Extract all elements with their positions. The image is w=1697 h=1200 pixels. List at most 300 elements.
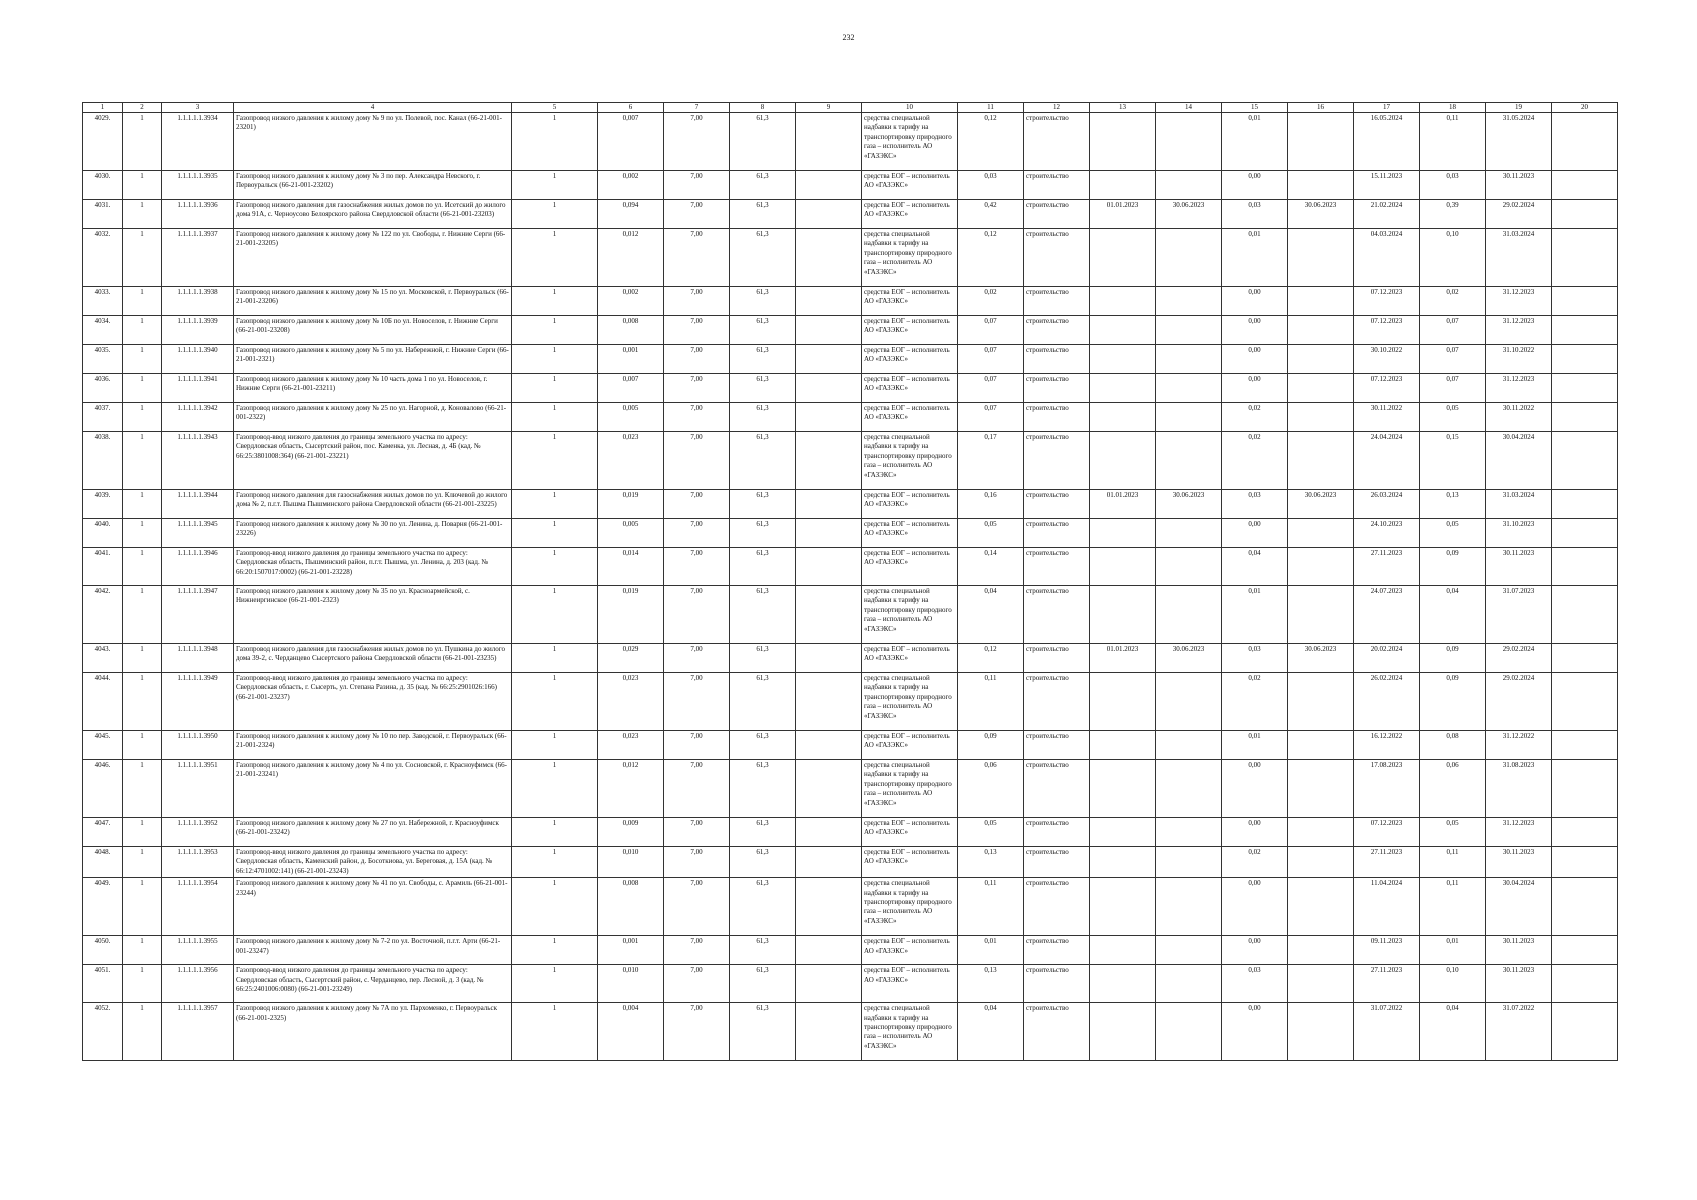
table-row (83, 229, 1618, 287)
column-header-6: 6 (598, 103, 664, 113)
cell-col-18: 0,02 (1420, 287, 1486, 316)
cell-col-11: 0,13 (958, 965, 1024, 1003)
cell-col-16 (1288, 818, 1354, 847)
cell-col-8: 61,3 (730, 229, 796, 287)
cell-col-8: 61,3 (730, 644, 796, 673)
cell-col-19: 31.10.2022 (1486, 345, 1552, 374)
cell-col-9 (796, 200, 862, 229)
cell-col-19: 31.07.2022 (1486, 1003, 1552, 1061)
cell-work-type: строительство (1024, 403, 1090, 432)
cell-object-code: 1.1.1.1.1.3944 (162, 490, 234, 519)
cell-col-17: 04.03.2024 (1354, 229, 1420, 287)
cell-work-type: строительство (1024, 287, 1090, 316)
cell-work-type: строительство (1024, 432, 1090, 490)
cell-object-name: Газопровод низкого давления к жилому дому № 27 по ул. Набережной, г. Красноуфимск (66-21-001-23242) (234, 818, 512, 847)
cell-object-code: 1.1.1.1.1.3947 (162, 586, 234, 644)
cell-col-19: 30.11.2023 (1486, 936, 1552, 965)
cell-col-15: 0,01 (1222, 113, 1288, 171)
table-row (83, 200, 1618, 229)
cell-col-19: 30.04.2024 (1486, 432, 1552, 490)
cell-col-14 (1156, 548, 1222, 586)
cell-col-19: 29.02.2024 (1486, 644, 1552, 673)
cell-col-6: 0,004 (598, 1003, 664, 1061)
cell-col-2: 1 (123, 818, 162, 847)
cell-col-5: 1 (512, 171, 598, 200)
cell-col-13 (1090, 374, 1156, 403)
cell-col-8: 61,3 (730, 200, 796, 229)
cell-col-19: 31.03.2024 (1486, 490, 1552, 519)
cell-col-11: 0,03 (958, 171, 1024, 200)
cell-col-8: 61,3 (730, 965, 796, 1003)
cell-col-6: 0,001 (598, 345, 664, 374)
cell-col-2: 1 (123, 113, 162, 171)
cell-col-9 (796, 644, 862, 673)
cell-col-2: 1 (123, 490, 162, 519)
table-row (83, 936, 1618, 965)
cell-col-8: 61,3 (730, 936, 796, 965)
cell-col-13 (1090, 519, 1156, 548)
cell-col-19: 30.11.2023 (1486, 847, 1552, 878)
column-header-8: 8 (730, 103, 796, 113)
cell-object-code: 1.1.1.1.1.3954 (162, 878, 234, 936)
cell-col-17: 26.02.2024 (1354, 673, 1420, 731)
cell-col-16 (1288, 432, 1354, 490)
cell-col-7: 7,00 (664, 113, 730, 171)
table-row (83, 760, 1618, 818)
cell-col-9 (796, 316, 862, 345)
cell-col-5: 1 (512, 403, 598, 432)
cell-row-number: 4040. (83, 519, 123, 548)
cell-col-7: 7,00 (664, 345, 730, 374)
cell-col-15: 0,00 (1222, 936, 1288, 965)
cell-col-15: 0,03 (1222, 490, 1288, 519)
column-header-9: 9 (796, 103, 862, 113)
cell-col-5: 1 (512, 432, 598, 490)
cell-col-16 (1288, 847, 1354, 878)
cell-col-5: 1 (512, 113, 598, 171)
table-row (83, 345, 1618, 374)
cell-col-15: 0,00 (1222, 374, 1288, 403)
cell-object-name: Газопровод низкого давления для газоснабжения жилых домов по ул. Ключевой до жилого дома № 2, п.г.т. Пышма Пышминского района Свердловской области (66-21-001-23225) (234, 490, 512, 519)
cell-col-6: 0,008 (598, 316, 664, 345)
cell-work-type: строительство (1024, 519, 1090, 548)
cell-col-5: 1 (512, 374, 598, 403)
cell-work-type: строительство (1024, 113, 1090, 171)
cell-col-16 (1288, 519, 1354, 548)
cell-funding-source: средства ЕОГ – исполнитель АО «ГАЗЭКС» (862, 403, 958, 432)
table-row (83, 316, 1618, 345)
cell-col-16 (1288, 760, 1354, 818)
cell-object-code: 1.1.1.1.1.3957 (162, 1003, 234, 1061)
cell-work-type: строительство (1024, 171, 1090, 200)
cell-col-14 (1156, 878, 1222, 936)
cell-col-11: 0,07 (958, 403, 1024, 432)
cell-col-14 (1156, 229, 1222, 287)
cell-row-number: 4043. (83, 644, 123, 673)
cell-col-8: 61,3 (730, 113, 796, 171)
cell-col-20 (1552, 760, 1618, 818)
cell-col-6: 0,002 (598, 287, 664, 316)
cell-col-11: 0,07 (958, 316, 1024, 345)
cell-col-6: 0,010 (598, 965, 664, 1003)
cell-col-9 (796, 403, 862, 432)
table-row (83, 548, 1618, 586)
cell-col-2: 1 (123, 200, 162, 229)
cell-col-8: 61,3 (730, 171, 796, 200)
column-header-17: 17 (1354, 103, 1420, 113)
cell-col-14 (1156, 936, 1222, 965)
cell-col-5: 1 (512, 316, 598, 345)
cell-object-code: 1.1.1.1.1.3951 (162, 760, 234, 818)
cell-col-9 (796, 519, 862, 548)
cell-col-7: 7,00 (664, 171, 730, 200)
cell-col-16 (1288, 287, 1354, 316)
cell-col-7: 7,00 (664, 760, 730, 818)
cell-col-2: 1 (123, 965, 162, 1003)
cell-col-11: 0,07 (958, 345, 1024, 374)
column-header-13: 13 (1090, 103, 1156, 113)
cell-object-name: Газопровод низкого давления к жилому дому № 4 по ул. Сосновской, г. Красноуфимск (66-21-001-23241) (234, 760, 512, 818)
cell-funding-source: средства ЕОГ – исполнитель АО «ГАЗЭКС» (862, 847, 958, 878)
cell-work-type: строительство (1024, 731, 1090, 760)
cell-col-13 (1090, 586, 1156, 644)
cell-work-type: строительство (1024, 965, 1090, 1003)
cell-object-name: Газопровод низкого давления к жилому дому № 3 по пер. Александра Невского, г. Первоуральск (66-21-001-23202) (234, 171, 512, 200)
cell-col-9 (796, 490, 862, 519)
cell-col-7: 7,00 (664, 519, 730, 548)
cell-col-16 (1288, 229, 1354, 287)
column-header-3: 3 (162, 103, 234, 113)
cell-col-2: 1 (123, 316, 162, 345)
cell-col-17: 07.12.2023 (1354, 287, 1420, 316)
cell-col-2: 1 (123, 878, 162, 936)
cell-col-15: 0,01 (1222, 229, 1288, 287)
cell-col-17: 24.07.2023 (1354, 586, 1420, 644)
cell-col-11: 0,05 (958, 519, 1024, 548)
cell-col-7: 7,00 (664, 316, 730, 345)
cell-work-type: строительство (1024, 374, 1090, 403)
cell-col-15: 0,00 (1222, 760, 1288, 818)
table-row (83, 519, 1618, 548)
cell-funding-source: средства специальной надбавки к тарифу на транспортировку природного газа – исполнитель АО «ГАЗЭКС» (862, 760, 958, 818)
cell-col-16 (1288, 345, 1354, 374)
column-header-15: 15 (1222, 103, 1288, 113)
cell-col-7: 7,00 (664, 548, 730, 586)
cell-object-name: Газопровод низкого давления к жилому дому № 7А по ул. Пархоменко, г. Первоуральск (66-21-001-2325) (234, 1003, 512, 1061)
cell-col-20 (1552, 847, 1618, 878)
cell-col-19: 29.02.2024 (1486, 200, 1552, 229)
cell-work-type: строительство (1024, 847, 1090, 878)
cell-col-17: 30.11.2022 (1354, 403, 1420, 432)
column-header-1: 1 (83, 103, 123, 113)
cell-col-14 (1156, 316, 1222, 345)
cell-col-9 (796, 113, 862, 171)
cell-col-19: 31.03.2024 (1486, 229, 1552, 287)
cell-row-number: 4041. (83, 548, 123, 586)
cell-row-number: 4036. (83, 374, 123, 403)
cell-col-13 (1090, 171, 1156, 200)
cell-object-code: 1.1.1.1.1.3940 (162, 345, 234, 374)
cell-col-16 (1288, 403, 1354, 432)
cell-col-14 (1156, 345, 1222, 374)
cell-object-name: Газопровод низкого давления к жилому дому № 5 по ул. Набережной, г. Нижние Серги (66-21-001-2321) (234, 345, 512, 374)
cell-work-type: строительство (1024, 316, 1090, 345)
cell-funding-source: средства специальной надбавки к тарифу на транспортировку природного газа – исполнитель АО «ГАЗЭКС» (862, 229, 958, 287)
cell-col-14 (1156, 432, 1222, 490)
cell-row-number: 4049. (83, 878, 123, 936)
cell-col-8: 61,3 (730, 586, 796, 644)
cell-col-9 (796, 548, 862, 586)
cell-col-2: 1 (123, 1003, 162, 1061)
cell-col-5: 1 (512, 548, 598, 586)
cell-row-number: 4045. (83, 731, 123, 760)
cell-col-8: 61,3 (730, 316, 796, 345)
cell-object-code: 1.1.1.1.1.3935 (162, 171, 234, 200)
cell-col-19: 31.12.2023 (1486, 374, 1552, 403)
cell-col-20 (1552, 490, 1618, 519)
cell-object-name: Газопровод-ввод низкого давления до границы земельного участка по адресу: Свердловская область, Сысертский район, пос. Каменка, ул. Лесная, д. 4Б (кад. № 66:25:3801008:364) (66-21-001-23221) (234, 432, 512, 490)
cell-col-6: 0,002 (598, 171, 664, 200)
cell-row-number: 4050. (83, 936, 123, 965)
cell-col-19: 31.12.2023 (1486, 316, 1552, 345)
cell-col-18: 0,07 (1420, 316, 1486, 345)
cell-col-16: 30.06.2023 (1288, 644, 1354, 673)
cell-col-20 (1552, 345, 1618, 374)
cell-col-13 (1090, 1003, 1156, 1061)
table-row (83, 403, 1618, 432)
cell-col-17: 07.12.2023 (1354, 374, 1420, 403)
cell-object-name: Газопровод низкого давления для газоснабжения жилых домов по ул. Исетский до жилого дома 91А, с. Черноусово Белоярского района Свердловской области (66-21-001-23203) (234, 200, 512, 229)
cell-col-9 (796, 847, 862, 878)
cell-funding-source: средства специальной надбавки к тарифу на транспортировку природного газа – исполнитель АО «ГАЗЭКС» (862, 673, 958, 731)
cell-col-15: 0,04 (1222, 548, 1288, 586)
table-row (83, 847, 1618, 878)
cell-col-14 (1156, 113, 1222, 171)
cell-col-8: 61,3 (730, 432, 796, 490)
cell-col-7: 7,00 (664, 200, 730, 229)
cell-col-16: 30.06.2023 (1288, 200, 1354, 229)
cell-object-code: 1.1.1.1.1.3950 (162, 731, 234, 760)
data-table (82, 102, 1618, 1061)
cell-row-number: 4052. (83, 1003, 123, 1061)
column-header-2: 2 (123, 103, 162, 113)
cell-col-14 (1156, 403, 1222, 432)
cell-object-code: 1.1.1.1.1.3948 (162, 644, 234, 673)
cell-col-11: 0,12 (958, 229, 1024, 287)
table-row (83, 731, 1618, 760)
column-header-7: 7 (664, 103, 730, 113)
cell-col-6: 0,009 (598, 818, 664, 847)
cell-col-13 (1090, 847, 1156, 878)
table-row (83, 113, 1618, 171)
cell-col-20 (1552, 287, 1618, 316)
header-row (83, 103, 1618, 113)
cell-row-number: 4035. (83, 345, 123, 374)
cell-col-13 (1090, 345, 1156, 374)
cell-col-9 (796, 586, 862, 644)
cell-col-2: 1 (123, 171, 162, 200)
table-row (83, 1003, 1618, 1061)
cell-col-19: 30.11.2023 (1486, 965, 1552, 1003)
cell-col-9 (796, 936, 862, 965)
cell-col-2: 1 (123, 847, 162, 878)
cell-col-6: 0,007 (598, 113, 664, 171)
cell-col-20 (1552, 818, 1618, 847)
cell-col-15: 0,02 (1222, 403, 1288, 432)
cell-col-8: 61,3 (730, 345, 796, 374)
cell-col-7: 7,00 (664, 374, 730, 403)
cell-col-13: 01.01.2023 (1090, 200, 1156, 229)
cell-row-number: 4039. (83, 490, 123, 519)
table-row (83, 490, 1618, 519)
cell-col-9 (796, 171, 862, 200)
cell-row-number: 4051. (83, 965, 123, 1003)
cell-col-18: 0,04 (1420, 1003, 1486, 1061)
cell-col-17: 16.12.2022 (1354, 731, 1420, 760)
cell-col-14 (1156, 1003, 1222, 1061)
cell-col-5: 1 (512, 345, 598, 374)
cell-col-13 (1090, 965, 1156, 1003)
cell-col-5: 1 (512, 1003, 598, 1061)
cell-col-2: 1 (123, 229, 162, 287)
cell-row-number: 4038. (83, 432, 123, 490)
cell-col-13 (1090, 936, 1156, 965)
cell-col-8: 61,3 (730, 519, 796, 548)
cell-object-name: Газопровод низкого давления к жилому дому № 10Б по ул. Новоселов, г. Нижние Серги (66-21-001-23208) (234, 316, 512, 345)
cell-row-number: 4031. (83, 200, 123, 229)
cell-col-8: 61,3 (730, 403, 796, 432)
cell-col-7: 7,00 (664, 847, 730, 878)
cell-funding-source: средства специальной надбавки к тарифу на транспортировку природного газа – исполнитель АО «ГАЗЭКС» (862, 878, 958, 936)
cell-object-code: 1.1.1.1.1.3942 (162, 403, 234, 432)
cell-col-18: 0,05 (1420, 818, 1486, 847)
cell-col-18: 0,05 (1420, 519, 1486, 548)
cell-col-16 (1288, 171, 1354, 200)
cell-row-number: 4033. (83, 287, 123, 316)
column-header-4: 4 (234, 103, 512, 113)
cell-col-17: 20.02.2024 (1354, 644, 1420, 673)
cell-col-18: 0,09 (1420, 644, 1486, 673)
cell-object-name: Газопровод низкого давления к жилому дому № 35 по ул. Красноармейской, с. Нижнеиргинское (66-21-001-2323) (234, 586, 512, 644)
cell-col-19: 31.08.2023 (1486, 760, 1552, 818)
cell-col-7: 7,00 (664, 490, 730, 519)
cell-col-2: 1 (123, 673, 162, 731)
cell-object-name: Газопровод-ввод низкого давления до границы земельного участка по адресу: Свердловская область, Сысертский район, с. Черданцево, пер. Лесной, д. 3 (кад. № 66:25:2401006:0080) (66-21-001-23249) (234, 965, 512, 1003)
cell-work-type: строительство (1024, 644, 1090, 673)
cell-object-code: 1.1.1.1.1.3953 (162, 847, 234, 878)
cell-col-17: 11.04.2024 (1354, 878, 1420, 936)
cell-object-name: Газопровод низкого давления к жилому дому № 15 по ул. Московской, г. Первоуральск (66-21-001-23206) (234, 287, 512, 316)
cell-col-18: 0,11 (1420, 847, 1486, 878)
cell-object-name: Газопровод низкого давления к жилому дому № 41 по ул. Свободы, с. Арамиль (66-21-001-23244) (234, 878, 512, 936)
cell-col-5: 1 (512, 586, 598, 644)
cell-col-20 (1552, 432, 1618, 490)
table-row (83, 818, 1618, 847)
cell-col-6: 0,023 (598, 673, 664, 731)
cell-col-11: 0,11 (958, 673, 1024, 731)
cell-work-type: строительство (1024, 673, 1090, 731)
cell-col-11: 0,16 (958, 490, 1024, 519)
cell-col-6: 0,023 (598, 432, 664, 490)
cell-col-14: 30.06.2023 (1156, 200, 1222, 229)
cell-col-19: 30.04.2024 (1486, 878, 1552, 936)
cell-object-name: Газопровод-ввод низкого давления до границы земельного участка по адресу: Свердловская область, г. Сысерть, ул. Степана Разина, д. 35 (кад. № 66:25:2901026:166) (66-21-001-23237) (234, 673, 512, 731)
cell-col-13 (1090, 548, 1156, 586)
cell-row-number: 4029. (83, 113, 123, 171)
cell-col-13 (1090, 818, 1156, 847)
cell-col-2: 1 (123, 936, 162, 965)
cell-funding-source: средства ЕОГ – исполнитель АО «ГАЗЭКС» (862, 171, 958, 200)
column-header-18: 18 (1420, 103, 1486, 113)
cell-col-14 (1156, 586, 1222, 644)
cell-col-11: 0,02 (958, 287, 1024, 316)
cell-col-2: 1 (123, 644, 162, 673)
cell-col-14 (1156, 673, 1222, 731)
cell-col-7: 7,00 (664, 1003, 730, 1061)
cell-col-17: 21.02.2024 (1354, 200, 1420, 229)
cell-col-6: 0,012 (598, 229, 664, 287)
column-header-11: 11 (958, 103, 1024, 113)
cell-funding-source: средства ЕОГ – исполнитель АО «ГАЗЭКС» (862, 818, 958, 847)
cell-col-16 (1288, 731, 1354, 760)
cell-work-type: строительство (1024, 345, 1090, 374)
cell-col-5: 1 (512, 760, 598, 818)
cell-col-19: 31.12.2023 (1486, 287, 1552, 316)
cell-col-15: 0,00 (1222, 316, 1288, 345)
cell-work-type: строительство (1024, 760, 1090, 818)
cell-col-2: 1 (123, 731, 162, 760)
cell-col-7: 7,00 (664, 229, 730, 287)
cell-col-14 (1156, 818, 1222, 847)
cell-col-13 (1090, 287, 1156, 316)
cell-col-18: 0,03 (1420, 171, 1486, 200)
cell-col-17: 30.10.2022 (1354, 345, 1420, 374)
cell-row-number: 4046. (83, 760, 123, 818)
cell-col-15: 0,01 (1222, 586, 1288, 644)
cell-object-code: 1.1.1.1.1.3937 (162, 229, 234, 287)
cell-col-13 (1090, 316, 1156, 345)
cell-col-18: 0,04 (1420, 586, 1486, 644)
cell-col-5: 1 (512, 644, 598, 673)
cell-col-11: 0,17 (958, 432, 1024, 490)
cell-col-18: 0,07 (1420, 345, 1486, 374)
cell-work-type: строительство (1024, 548, 1090, 586)
cell-col-20 (1552, 644, 1618, 673)
cell-col-5: 1 (512, 731, 598, 760)
cell-col-8: 61,3 (730, 731, 796, 760)
column-header-10: 10 (862, 103, 958, 113)
cell-col-20 (1552, 403, 1618, 432)
cell-col-9 (796, 818, 862, 847)
cell-col-20 (1552, 878, 1618, 936)
cell-object-code: 1.1.1.1.1.3934 (162, 113, 234, 171)
cell-col-18: 0,11 (1420, 878, 1486, 936)
cell-row-number: 4030. (83, 171, 123, 200)
cell-object-code: 1.1.1.1.1.3955 (162, 936, 234, 965)
cell-col-15: 0,00 (1222, 519, 1288, 548)
cell-col-9 (796, 345, 862, 374)
cell-col-15: 0,00 (1222, 818, 1288, 847)
cell-col-20 (1552, 936, 1618, 965)
cell-col-19: 30.11.2022 (1486, 403, 1552, 432)
cell-funding-source: средства ЕОГ – исполнитель АО «ГАЗЭКС» (862, 200, 958, 229)
cell-col-13 (1090, 403, 1156, 432)
cell-col-18: 0,10 (1420, 965, 1486, 1003)
cell-col-19: 29.02.2024 (1486, 673, 1552, 731)
table-row (83, 673, 1618, 731)
cell-col-11: 0,42 (958, 200, 1024, 229)
cell-col-17: 07.12.2023 (1354, 316, 1420, 345)
